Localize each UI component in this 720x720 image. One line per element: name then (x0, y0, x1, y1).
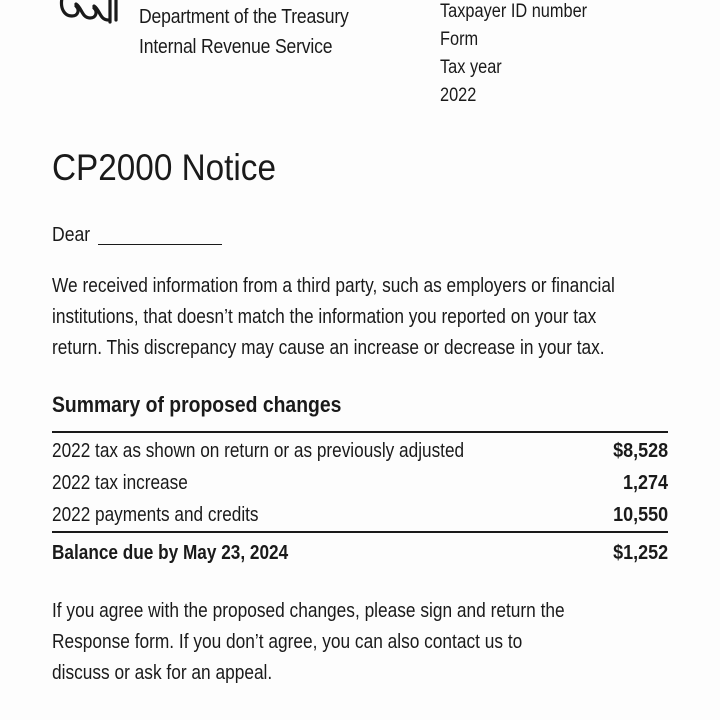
summary-row (52, 467, 668, 499)
balance-due-value: $1,252 (612, 542, 668, 564)
intro-paragraph (52, 271, 703, 364)
balance-due-label: Balance due by May 23, 2024 (52, 542, 289, 564)
summary-row-value: 10,550 (612, 504, 668, 526)
closing-paragraph (52, 596, 645, 689)
recipient-name-blank (98, 244, 222, 245)
salutation-label: Dear (52, 224, 91, 246)
salutation (52, 220, 95, 250)
intro-line: return. This discrepancy may cause an increase or decrease in your tax. (52, 337, 605, 359)
agency-department: Department of the Treasury (139, 6, 349, 28)
summary-row-label: 2022 tax increase (52, 472, 188, 494)
taxpayer-info-block (440, 0, 611, 110)
notice-title: CP2000 Notice (52, 147, 276, 188)
intro-line: We received information from a third party, such as employers or financial (52, 275, 615, 297)
closing-line: Response form. If you don’t agree, you can also contact us to (52, 631, 523, 653)
closing-line: discuss or ask for an appeal. (52, 662, 273, 684)
balance-due-row (52, 537, 668, 569)
summary-top-rule (52, 431, 668, 433)
agency-block (139, 2, 377, 62)
summary-row-value: $8,528 (612, 440, 668, 462)
closing-line: If you agree with the proposed changes, please sign and return the (52, 600, 565, 622)
summary-row-label: 2022 tax as shown on return or as previously adjusted (52, 440, 465, 462)
irs-eagle-logo-icon (56, 0, 126, 26)
summary-total-rule (52, 531, 668, 533)
agency-service: Internal Revenue Service (139, 36, 333, 58)
intro-line: institutions, that doesn’t match the information you reported on your tax (52, 306, 597, 328)
summary-row (52, 435, 668, 467)
summary-heading: Summary of proposed changes (52, 392, 342, 417)
form-label: Form (440, 29, 479, 50)
summary-row-value: 1,274 (622, 472, 668, 494)
summary-row (52, 499, 668, 531)
tax-year-value: 2022 (440, 85, 477, 106)
taxpayer-id-label: Taxpayer ID number (440, 1, 588, 22)
tax-year-label: Tax year (440, 57, 502, 78)
summary-row-label: 2022 payments and credits (52, 504, 259, 526)
